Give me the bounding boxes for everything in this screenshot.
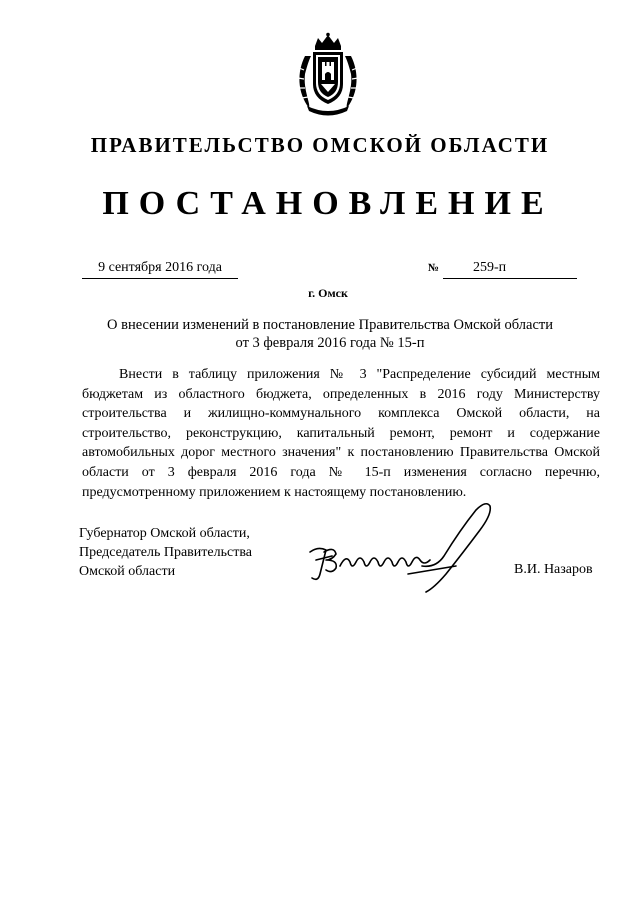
subject-line-2: от 3 февраля 2016 года № 15-п [235,335,425,351]
document-date: 9 сентября 2016 года [82,258,238,279]
handwritten-signature-icon [296,496,502,600]
coat-of-arms-icon [291,32,365,116]
document-number: 259-п [473,260,507,275]
signer-title-line-1: Губернатор Омской области, [79,526,250,541]
signer-title [79,524,319,581]
signer-name: В.И. Назаров [514,562,593,577]
body-paragraph: Внести в таблицу приложения № 3 "Распределение субсидий местным бюджетам из областного бюджета, определенных в 2016 году Министерству строительства и жилищно-коммунального комплекса Омской области, на строительство, реконструкцию, капитальный ремонт, ремонт и содержание автомобильных дорог местного значения" к постановлению Правительства Омской области от 3 февраля 2016 года № 15-п изменения согласно перечню, предусмотренному приложением к настоящему постановлению. [82,367,600,500]
signer-title-line-2: Председатель Правительства [79,545,252,560]
issuer-title: ПРАВИТЕЛЬСТВО ОМСКОЙ ОБЛАСТИ [90,133,550,157]
city: г. Омск [308,286,348,300]
document-subject [60,316,600,352]
document-type-heading: ПОСТАНОВЛЕНИЕ [102,185,554,222]
signer-title-line-3: Омской области [79,564,176,579]
number-sign: № [428,262,440,274]
document-number-field [443,258,577,279]
subject-line-1: О внесении изменений в постановление Правительства Омской области [107,317,553,333]
